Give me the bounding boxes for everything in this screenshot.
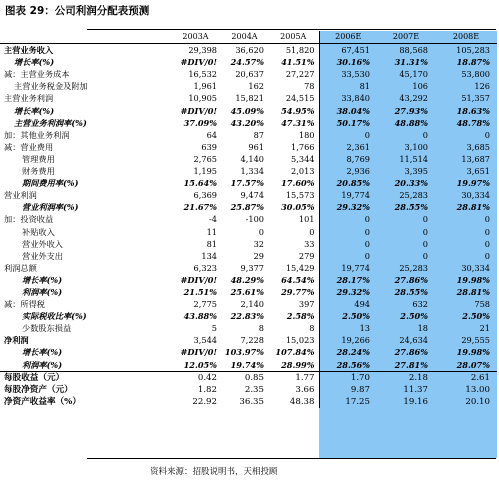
cell-value: 17.57% <box>230 178 264 189</box>
table-row <box>0 92 497 104</box>
cell-value: 0 <box>309 226 315 237</box>
cell-value: 101 <box>298 214 315 225</box>
cell-value: 41.51% <box>281 57 315 68</box>
row-label: 利润率(%) <box>22 359 63 370</box>
table-row <box>0 262 497 274</box>
cell-value: 28.81% <box>456 202 490 213</box>
cell-value: 0 <box>319 213 377 225</box>
cell-value: 3,395 <box>404 166 428 177</box>
table-row <box>0 298 497 310</box>
cell-value: 25.87% <box>230 202 264 213</box>
cell-value: 0 <box>484 250 490 261</box>
cell-value: 29.32% <box>319 201 377 213</box>
cell-value: 2.58% <box>286 311 315 322</box>
cell-value: 38.04% <box>319 105 377 117</box>
cell-value: 25,283 <box>399 262 428 273</box>
row-label: 增长率(%) <box>22 274 63 285</box>
cell-value: 45.09% <box>230 105 264 116</box>
cell-value: 106 <box>412 81 428 92</box>
cell-value: 2.50% <box>462 311 490 322</box>
cell-value: 48.29% <box>230 274 264 285</box>
cell-value: 3,685 <box>466 141 490 152</box>
cell-value: 180 <box>298 129 315 140</box>
cell-value: 1,961 <box>193 81 217 92</box>
cell-value: 21.67% <box>183 202 217 213</box>
cell-value: 48.38 <box>289 396 315 407</box>
cell-value: 28.07% <box>456 359 490 370</box>
cell-value: 27.86% <box>394 347 428 358</box>
cell-value: 28.55% <box>394 202 428 213</box>
table-row <box>0 359 497 372</box>
cell-value: 33 <box>304 238 315 249</box>
profit-distribution-table <box>0 31 497 408</box>
cell-value: 2,140 <box>240 299 264 310</box>
table-row <box>0 177 497 189</box>
cell-value: 32 <box>253 238 264 249</box>
cell-value: 0 <box>422 238 428 249</box>
cell-value: 5,344 <box>291 153 315 164</box>
cell-value: 17.25 <box>319 396 377 408</box>
cell-value: 1.77 <box>268 371 319 384</box>
cell-value: 28.99% <box>281 359 315 370</box>
cell-value: 64.54% <box>281 274 315 285</box>
cell-value: 16,532 <box>188 69 217 80</box>
cell-value: 9,474 <box>240 190 264 201</box>
cell-value: 2.50% <box>319 310 377 322</box>
cell-value: 6,369 <box>193 190 217 201</box>
cell-value: 24.57% <box>230 57 264 68</box>
bottom-rule <box>87 458 496 459</box>
cell-value: 22.92 <box>192 396 217 407</box>
cell-value: 28.55% <box>394 286 428 297</box>
cell-value: 9,377 <box>240 262 264 273</box>
row-label: 增长率(%) <box>14 105 55 116</box>
cell-value: 15.64% <box>183 178 217 189</box>
source-note: 资料来源：招股说明书，天相投顾 <box>150 467 278 477</box>
cell-value: 103.97% <box>224 347 264 358</box>
cell-value: 6,323 <box>193 262 217 273</box>
column-header: 2005A <box>280 32 307 41</box>
cell-value: 494 <box>319 298 377 310</box>
row-label: 实际税收比率(%) <box>22 311 87 322</box>
cell-value: 88,568 <box>377 44 435 57</box>
cell-value: 397 <box>298 299 315 310</box>
cell-value: 0 <box>319 250 377 262</box>
cell-value: 0 <box>422 214 428 225</box>
cell-value: 4,140 <box>240 153 264 164</box>
cell-value: 29 <box>253 250 264 261</box>
cell-value: 20,637 <box>235 69 264 80</box>
cell-value: 19.97% <box>456 178 490 189</box>
cell-value: 12.05% <box>183 359 217 370</box>
table-row <box>0 250 497 262</box>
row-label: 营业利润 <box>4 190 37 201</box>
table-row <box>0 334 497 346</box>
row-label: 利润率(%) <box>22 286 63 297</box>
row-label: 增长率(%) <box>14 57 55 68</box>
cell-value: 1.70 <box>319 371 377 384</box>
cell-value: #DIV/0! <box>180 347 217 358</box>
table-row <box>0 213 497 225</box>
cell-value: 7,228 <box>240 335 264 346</box>
cell-value: 2.50% <box>400 311 428 322</box>
cell-value: 0 <box>484 214 490 225</box>
cell-value: 48.88% <box>394 117 428 128</box>
cell-value: 25,283 <box>399 190 428 201</box>
cell-value: 33,840 <box>319 92 377 104</box>
cell-value: 33,530 <box>319 68 377 80</box>
header-corner <box>0 31 170 44</box>
column-header: 2008E <box>452 32 480 41</box>
row-label: 利润总额 <box>4 262 37 273</box>
cell-value: 13,687 <box>461 153 490 164</box>
cell-value: 18.63% <box>456 105 490 116</box>
cell-value: 1,195 <box>193 166 217 177</box>
cell-value: 87 <box>253 129 264 140</box>
cell-value: 19,774 <box>319 189 377 201</box>
cell-value: 3.66 <box>295 384 315 395</box>
cell-value: 43.20% <box>230 117 264 128</box>
row-label: 主营业务利润率(%) <box>14 117 87 128</box>
cell-value: #DIV/0! <box>180 57 217 68</box>
row-label: 减：主营业务成本 <box>4 69 70 80</box>
cell-value: 2,765 <box>193 153 217 164</box>
table-row <box>0 129 497 141</box>
cell-value: 13 <box>319 322 377 334</box>
cell-value: 1,334 <box>240 166 264 177</box>
column-header: 2004A <box>231 32 258 41</box>
table-row <box>0 56 497 68</box>
cell-value: 29.32% <box>319 286 377 298</box>
cell-value: 67,451 <box>319 44 377 57</box>
cell-value: 28.56% <box>319 359 377 372</box>
row-label: 营业外收入 <box>22 238 63 249</box>
cell-value: 51,820 <box>268 44 319 57</box>
cell-value: 64 <box>206 129 217 140</box>
cell-value: 1.82 <box>197 384 217 395</box>
table-row <box>0 105 497 117</box>
cell-value: 51,357 <box>461 93 490 104</box>
cell-value: 15,429 <box>285 262 315 273</box>
cell-value: 43,292 <box>399 93 428 104</box>
cell-value: 43.88% <box>183 311 217 322</box>
row-label: 主营业务税金及附加 <box>14 81 88 92</box>
cell-value: 13.00 <box>465 384 490 395</box>
cell-value: 107.84% <box>275 347 315 358</box>
table-row <box>0 153 497 165</box>
cell-value: 27.93% <box>394 105 428 116</box>
cell-value: 37.09% <box>183 117 217 128</box>
cell-value: 632 <box>412 299 428 310</box>
cell-value: 30.16% <box>319 56 377 68</box>
cell-value: 11 <box>206 226 217 237</box>
cell-value: 162 <box>248 81 264 92</box>
cell-value: 36,620 <box>221 44 268 57</box>
cell-value: 25.61% <box>230 286 264 297</box>
cell-value: 126 <box>474 81 490 92</box>
cell-value: 15,023 <box>285 335 315 346</box>
table-row <box>0 68 497 80</box>
table-row <box>0 238 497 250</box>
cell-value: 0.42 <box>170 371 221 384</box>
cell-value: 2.35 <box>244 384 264 395</box>
cell-value: 10,905 <box>188 93 217 104</box>
cell-value: 18.87% <box>456 57 490 68</box>
cell-value: 30,334 <box>461 262 490 273</box>
cell-value: 8 <box>258 323 264 334</box>
cell-value: 0.85 <box>221 371 268 384</box>
cell-value: 105,283 <box>435 44 497 57</box>
header-row <box>0 31 497 44</box>
cell-value: 0 <box>422 226 428 237</box>
cell-value: 0 <box>422 129 428 140</box>
table-row <box>0 346 497 358</box>
row-label: 每股净资产（元） <box>4 384 73 395</box>
cell-value: 19.16 <box>403 396 428 407</box>
cell-value: 11,514 <box>399 153 428 164</box>
table-row <box>0 189 497 201</box>
cell-value: #DIV/0! <box>180 274 217 285</box>
row-label: 加：投资收益 <box>4 214 54 225</box>
cell-value: 29.77% <box>281 286 315 297</box>
row-label: 管理费用 <box>22 153 55 164</box>
table-row <box>0 226 497 238</box>
cell-value: 27.81% <box>394 359 428 370</box>
cell-value: 20.85% <box>319 177 377 189</box>
cell-value: 19.98% <box>456 347 490 358</box>
summary-row <box>0 396 497 408</box>
cell-value: 9.87 <box>319 384 377 396</box>
column-header: 2003A <box>182 32 209 41</box>
row-label: 加：其他业务利润 <box>4 129 70 140</box>
cell-value: 15,821 <box>235 93 264 104</box>
table-row <box>0 286 497 298</box>
cell-value: 53,800 <box>461 69 490 80</box>
cell-value: 28.17% <box>319 274 377 286</box>
cell-value: 22.83% <box>230 311 264 322</box>
row-label: 主营业务收入 <box>0 44 170 57</box>
cell-value: 3,100 <box>404 141 428 152</box>
row-label: 主营业务利润 <box>4 93 54 104</box>
cell-value: 2,936 <box>319 165 377 177</box>
cell-value: 15,573 <box>285 190 315 201</box>
cell-value: 21.51% <box>183 286 217 297</box>
table-row <box>0 80 497 92</box>
cell-value: 21 <box>479 323 490 334</box>
cell-value: 279 <box>298 250 315 261</box>
cell-value: 0 <box>258 226 264 237</box>
row-label: 期间费用率(%) <box>22 178 79 189</box>
cell-value: 19.74% <box>230 359 264 370</box>
cell-value: 81 <box>319 80 377 92</box>
cell-value: 20.10 <box>465 396 490 407</box>
cell-value: #DIV/0! <box>180 105 217 116</box>
cell-value: 29,398 <box>170 44 221 57</box>
cell-value: 27,227 <box>285 69 315 80</box>
row-label: 净利润 <box>4 335 29 346</box>
cell-value: 3,651 <box>466 166 490 177</box>
cell-value: 2,775 <box>193 299 217 310</box>
table-row <box>0 274 497 286</box>
cell-value: 27.86% <box>394 274 428 285</box>
cell-value: 54.95% <box>281 105 315 116</box>
row-label: 补贴收入 <box>22 226 55 237</box>
cell-value: -100 <box>245 214 264 225</box>
cell-value: 2.18 <box>377 371 435 384</box>
cell-value: 28.81% <box>456 286 490 297</box>
cell-value: 17.60% <box>281 178 315 189</box>
cell-value: 18 <box>417 323 428 334</box>
summary-row <box>0 371 497 384</box>
cell-value: 0 <box>319 129 377 141</box>
row-label: 财务费用 <box>22 166 55 177</box>
cell-value: 30.05% <box>281 202 315 213</box>
cell-value: 24,634 <box>399 335 428 346</box>
table-row <box>0 201 497 213</box>
column-header: 2007E <box>392 32 420 41</box>
table-row <box>0 165 497 177</box>
cell-value: 31.31% <box>394 57 428 68</box>
cell-value: 8 <box>309 323 315 334</box>
cell-value: 19.98% <box>456 274 490 285</box>
cell-value: 20.33% <box>394 178 428 189</box>
cell-value: -4 <box>209 214 217 225</box>
cell-value: 45,170 <box>399 69 428 80</box>
cell-value: 0 <box>319 238 377 250</box>
row-label: 净资产收益率（%） <box>4 396 81 407</box>
figure-title: 图表 29：公司利润分配表预测 <box>5 5 150 17</box>
cell-value: 19,774 <box>319 262 377 274</box>
table-body <box>0 31 497 408</box>
summary-row <box>0 384 497 396</box>
table-row <box>0 141 497 153</box>
table-row <box>0 310 497 322</box>
cell-value: 36.35 <box>239 396 264 407</box>
table-row <box>0 117 497 129</box>
cell-value: 0 <box>484 226 490 237</box>
cell-value: 1,766 <box>291 141 315 152</box>
row-label: 少数股东损益 <box>22 323 72 334</box>
cell-value: 47.31% <box>281 117 315 128</box>
cell-value: 81 <box>206 238 217 249</box>
cell-value: 0 <box>319 226 377 238</box>
cell-value: 50.17% <box>319 117 377 129</box>
cell-value: 30,334 <box>461 190 490 201</box>
cell-value: 78 <box>304 81 315 92</box>
cell-value: 0 <box>484 238 490 249</box>
cell-value: 2,013 <box>291 166 315 177</box>
cell-value: 961 <box>248 141 264 152</box>
cell-value: 29,555 <box>461 335 490 346</box>
cell-value: 19,266 <box>319 334 377 346</box>
cell-value: 24,515 <box>285 93 315 104</box>
column-header: 2006E <box>319 31 377 44</box>
cell-value: 2,361 <box>319 141 377 153</box>
row-label: 营业利润率(%) <box>22 202 79 213</box>
cell-value: 758 <box>474 299 490 310</box>
table-row <box>0 322 497 334</box>
cell-value: 8,769 <box>319 153 377 165</box>
top-rule <box>87 29 496 30</box>
row-label: 增长率(%) <box>22 347 63 358</box>
row-label: 营业外支出 <box>22 250 63 261</box>
cell-value: 28.24% <box>319 346 377 358</box>
row-label: 减：所得税 <box>4 299 45 310</box>
cell-value: 3,544 <box>193 335 217 346</box>
cell-value: 639 <box>201 141 217 152</box>
cell-value: 48.78% <box>456 117 490 128</box>
cell-value: 0 <box>484 129 490 140</box>
cell-value: 2.61 <box>435 371 497 384</box>
cell-value: 5 <box>211 323 217 334</box>
row-label: 减：营业费用 <box>4 141 54 152</box>
cell-value: 11.37 <box>403 384 428 395</box>
table-row <box>0 44 497 57</box>
cell-value: 134 <box>201 250 217 261</box>
cell-value: 0 <box>422 250 428 261</box>
row-label: 每股收益（元） <box>0 371 170 384</box>
